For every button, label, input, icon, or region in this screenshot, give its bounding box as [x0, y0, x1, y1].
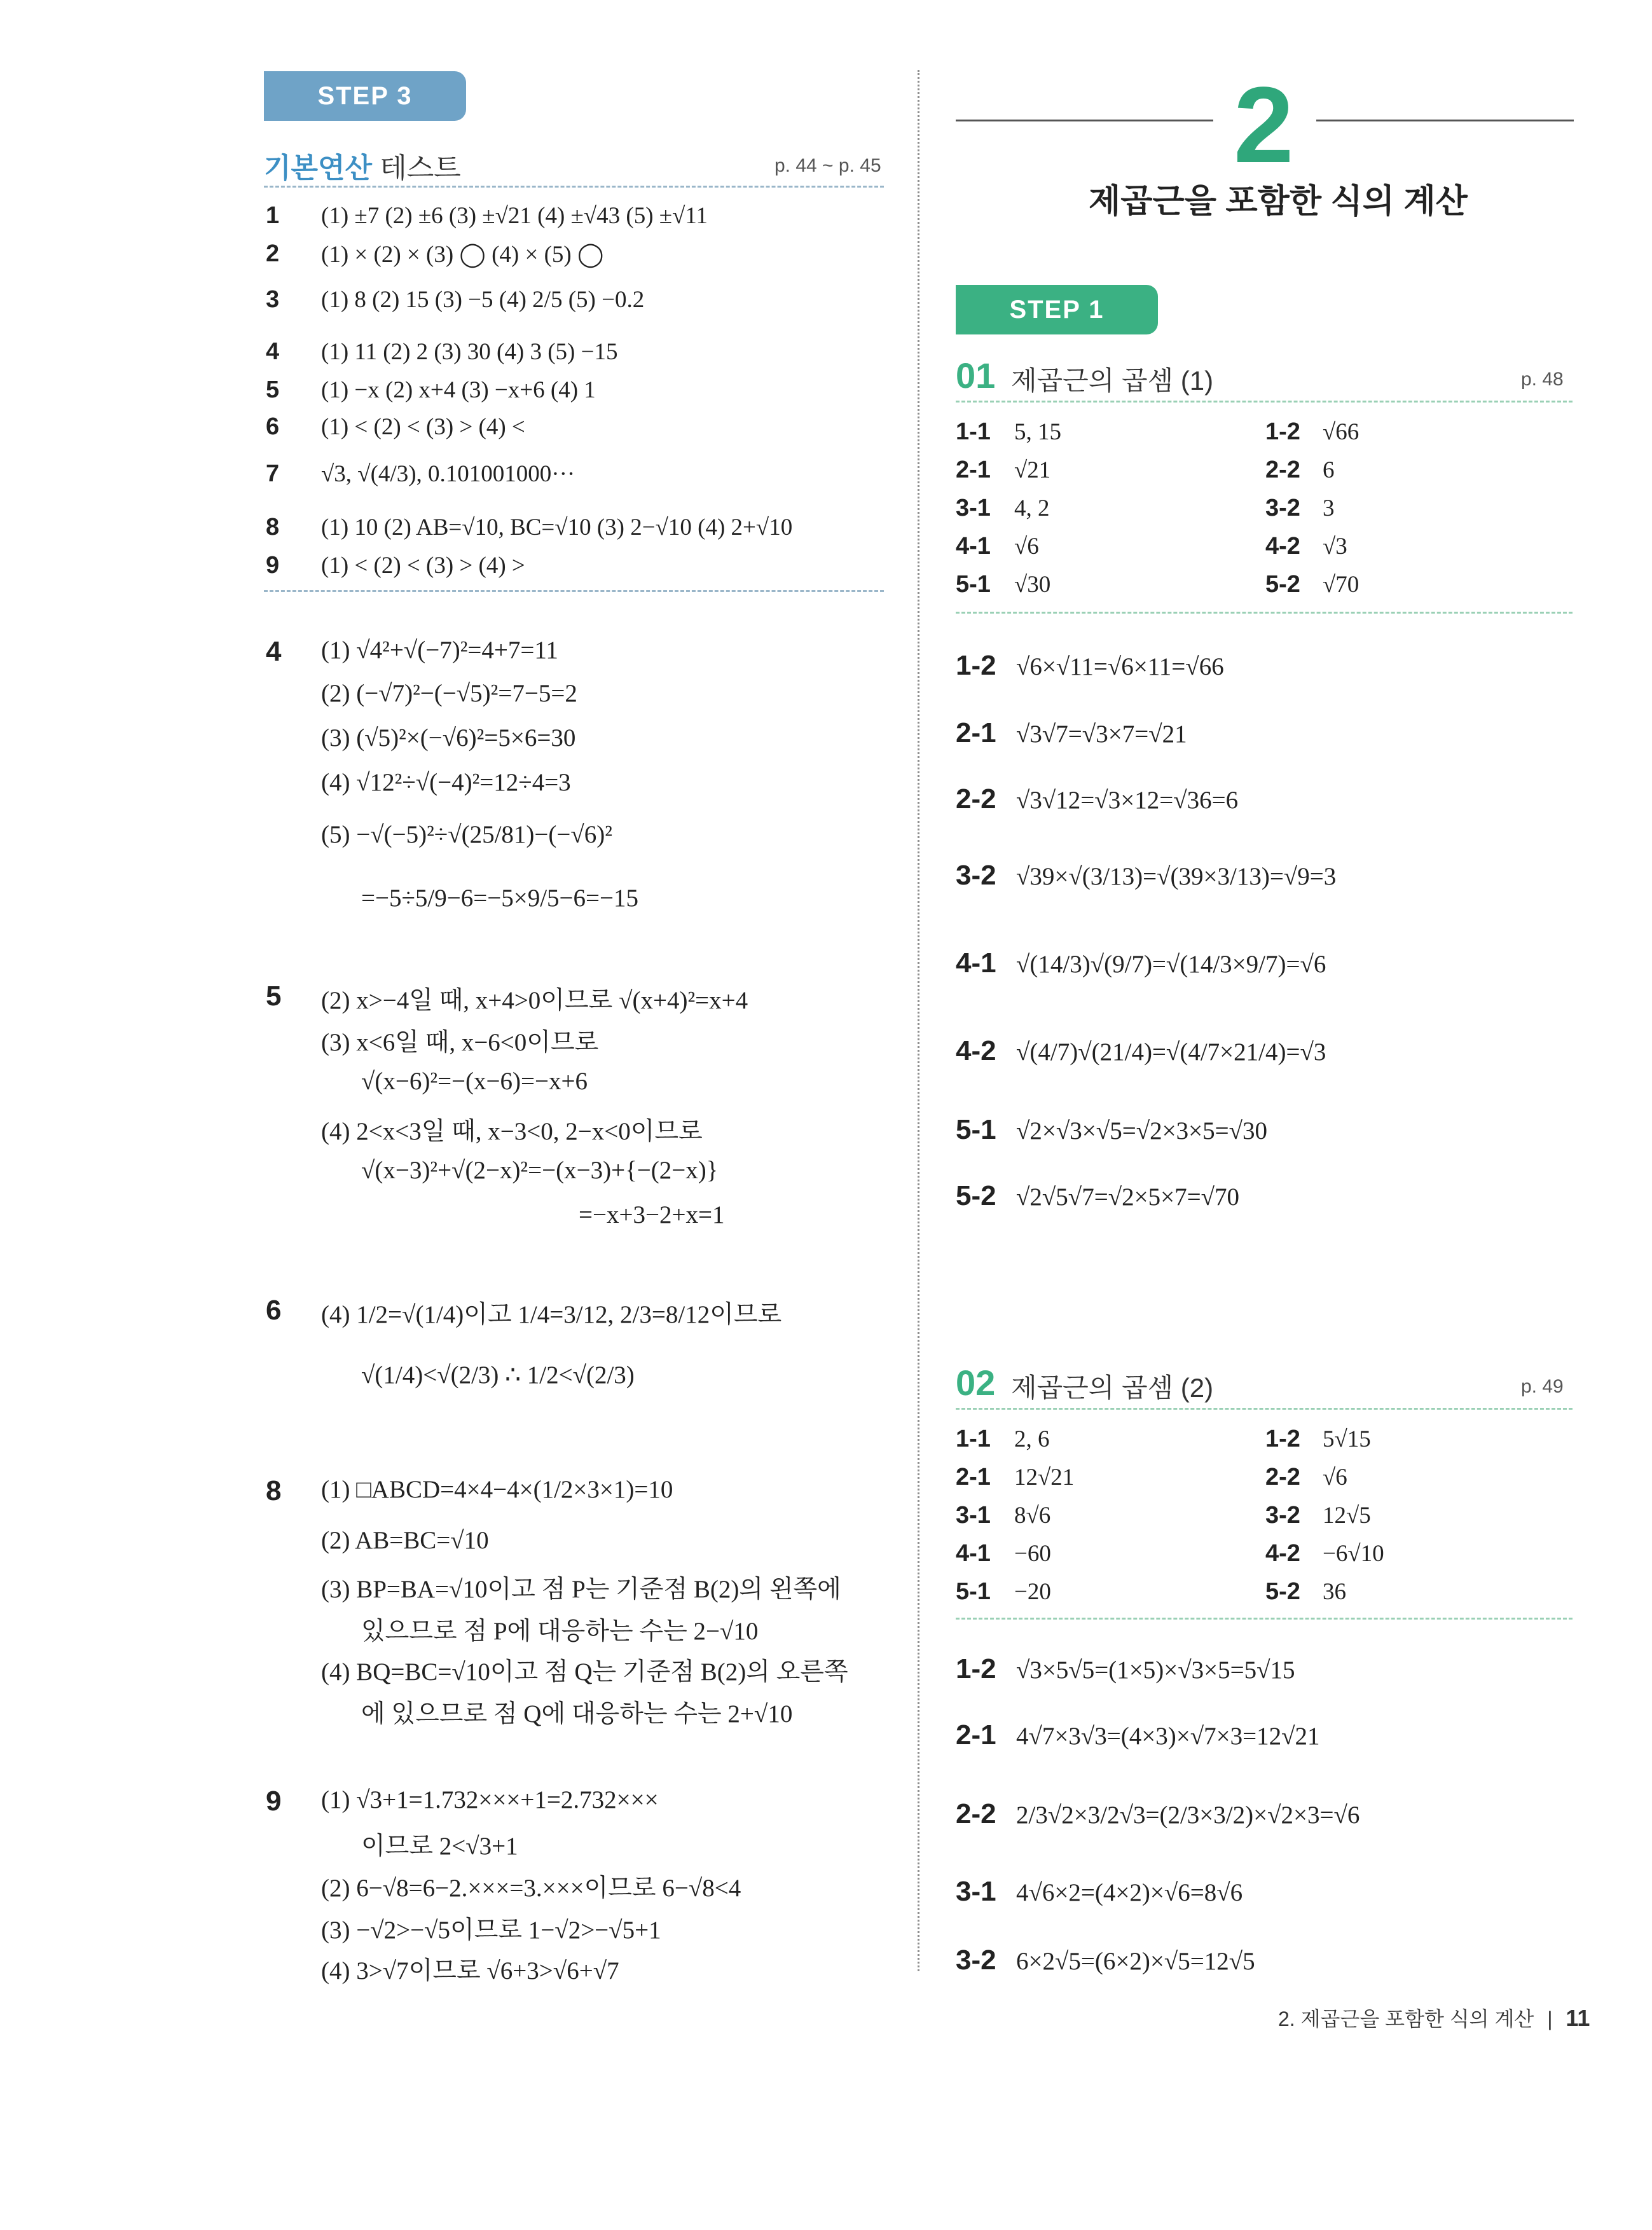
answer-value: √6 — [1323, 1464, 1347, 1490]
short-answer-number: 9 — [266, 552, 280, 579]
solution-number: 4-1 — [956, 947, 996, 979]
page-footer — [1278, 2003, 1590, 2032]
short-answer-text: (1) × (2) × (3) ◯ (4) × (5) ◯ — [321, 242, 604, 268]
answer-value: 4, 2 — [1014, 495, 1050, 521]
solution-number: 3-2 — [956, 1944, 996, 1976]
answer-label: 3-1 — [956, 1502, 991, 1529]
answer-value: √3 — [1323, 533, 1347, 560]
solution-line: 에 있으므로 점 Q에 대응하는 수는 2+√10 — [361, 1700, 793, 1728]
sec2-number: 02 — [956, 1363, 996, 1403]
answer-value: 12√21 — [1014, 1464, 1075, 1490]
solution-number: 3-1 — [956, 1876, 996, 1907]
sec1-page-ref: p. 48 — [1521, 369, 1564, 390]
short-answer-text: (1) < (2) < (3) > (4) < — [321, 414, 525, 440]
answer-label: 5-1 — [956, 571, 991, 598]
solution-line: (4) 1/2=√(1/4)이고 1/4=3/12, 2/3=8/12이므로 — [321, 1301, 782, 1328]
answer-value: 8√6 — [1014, 1503, 1051, 1529]
solution-line: 2/3√2×3/2√3=(2/3×3/2)×√2×3=√6 — [1016, 1801, 1360, 1829]
solution-line: √39×√(3/13)=√(39×3/13)=√9=3 — [1016, 863, 1337, 890]
solution-line: 있으므로 점 P에 대응하는 수는 2−√10 — [361, 1618, 759, 1645]
solution-line: (3) x<6일 때, x−6<0이므로 — [321, 1029, 599, 1056]
sec2-title: 제곱근의 곱셈 (2) — [1011, 1373, 1214, 1403]
solution-line: (3) −√2>−√5이므로 1−√2>−√5+1 — [321, 1917, 661, 1944]
solution-line: √3×5√5=(1×5)×√3×5=5√15 — [1016, 1656, 1295, 1684]
answer-label: 5-2 — [1265, 1578, 1300, 1605]
sec2-page-ref: p. 49 — [1521, 1376, 1564, 1397]
short-answer-number: 3 — [266, 286, 280, 313]
answer-value: 36 — [1323, 1579, 1346, 1605]
answer-value: 3 — [1323, 495, 1335, 521]
short-answer-text: √3, √(4/3), 0.101001000··· — [321, 461, 575, 487]
solution-line: 이므로 2<√3+1 — [361, 1833, 518, 1860]
solution-line: =−5÷5/9−6=−5×9/5−6=−15 — [361, 884, 639, 912]
solution-number: 4-2 — [956, 1035, 996, 1066]
solution-line: (4) 2<x<3일 때, x−3<0, 2−x<0이므로 — [321, 1118, 703, 1145]
answer-value: √66 — [1323, 419, 1359, 445]
short-answer-text: (1) −x (2) x+4 (3) −x+6 (4) 1 — [321, 377, 596, 403]
solution-line: (3) BP=BA=√10이고 점 P는 기준점 B(2)의 왼쪽에 — [321, 1576, 841, 1603]
short-answer-text: (1) 8 (2) 15 (3) −5 (4) 2/5 (5) −0.2 — [321, 287, 645, 313]
short-answer-number: 1 — [266, 202, 280, 229]
divider — [264, 590, 884, 592]
divider — [956, 1408, 1573, 1410]
column-divider — [918, 70, 919, 1971]
answer-value: √21 — [1014, 457, 1051, 483]
answer-value: −20 — [1014, 1579, 1051, 1605]
answer-label: 2-1 — [956, 457, 991, 483]
sec1-number: 01 — [956, 355, 996, 396]
divider — [956, 401, 1573, 403]
solution-number: 5-2 — [956, 1180, 996, 1211]
answer-label: 4-2 — [1265, 1540, 1300, 1567]
solution-line: (1) □ABCD=4×4−4×(1/2×3×1)=10 — [321, 1476, 673, 1503]
solution-line: √(14/3)√(9/7)=√(14/3×9/7)=√6 — [1016, 951, 1326, 978]
short-answer-number: 8 — [266, 514, 280, 540]
test-title: 기본연산 테스트 — [264, 153, 461, 184]
solution-line: (2) x>−4일 때, x+4>0이므로 √(x+4)²=x+4 — [321, 987, 748, 1014]
solution-line: √6×√11=√6×11=√66 — [1016, 653, 1224, 680]
solution-line: 4√7×3√3=(4×3)×√7×3=12√21 — [1016, 1723, 1320, 1750]
answer-value: √70 — [1323, 572, 1359, 598]
solution-line: √(1/4)<√(2/3) ∴ 1/2<√(2/3) — [361, 1361, 635, 1389]
solution-number: 2-2 — [956, 783, 996, 815]
solution-number: 5-1 — [956, 1114, 996, 1145]
solution-line: (3) (√5)²×(−√6)²=5×6=30 — [321, 724, 576, 752]
solution-number: 2-1 — [956, 1719, 996, 1751]
solution-line: √(x−3)²+√(2−x)²=−(x−3)+{−(2−x)} — [361, 1157, 719, 1184]
answer-value: √30 — [1014, 572, 1051, 598]
answer-value: 2, 6 — [1014, 1426, 1050, 1452]
answer-label: 1-2 — [1265, 418, 1300, 445]
answer-value: 5√15 — [1323, 1426, 1371, 1452]
solution-line: √3√12=√3×12=√36=6 — [1016, 787, 1239, 814]
footer-chapter: 2. 제곱근을 포함한 식의 계산 — [1278, 2007, 1534, 2030]
test-page-ref: p. 44 ~ p. 45 — [774, 155, 881, 176]
solution-number: 2-2 — [956, 1798, 996, 1829]
short-answer-number: 5 — [266, 376, 280, 403]
short-answer-number: 4 — [266, 338, 280, 365]
solution-line: (2) (−√7)²−(−√5)²=7−5=2 — [321, 680, 577, 707]
solution-line: =−x+3−2+x=1 — [579, 1201, 725, 1229]
footer-separator: | — [1547, 2007, 1553, 2030]
answer-label: 2-2 — [1265, 1464, 1300, 1490]
answer-label: 4-1 — [956, 533, 991, 560]
answer-label: 3-2 — [1265, 1502, 1300, 1529]
divider — [264, 186, 884, 188]
solution-line: √2×√3×√5=√2×3×5=√30 — [1016, 1117, 1267, 1145]
step3-badge: STEP 3 — [264, 71, 466, 121]
answer-label: 3-1 — [956, 495, 991, 521]
solution-number: 4 — [266, 636, 282, 667]
solution-line: 6×2√5=(6×2)×√5=12√5 — [1016, 1948, 1255, 1975]
solution-number: 3-2 — [956, 860, 996, 891]
solution-number: 9 — [266, 1786, 282, 1817]
chapter-number: 2 — [1234, 65, 1294, 186]
page-number: 11 — [1566, 2005, 1590, 2031]
solution-line: (1) √3+1=1.732×××+1=2.732××× — [321, 1786, 659, 1814]
short-answer-text: (1) 10 (2) AB=√10, BC=√10 (3) 2−√10 (4) 2+√10 — [321, 514, 793, 540]
answer-label: 3-2 — [1265, 495, 1300, 521]
solution-line: √2√5√7=√2×5×7=√70 — [1016, 1183, 1239, 1211]
solution-line: 4√6×2=(4×2)×√6=8√6 — [1016, 1879, 1243, 1906]
answer-label: 1-1 — [956, 1426, 991, 1452]
answer-label: 4-1 — [956, 1540, 991, 1567]
solution-number: 1-2 — [956, 650, 996, 681]
chapter-title: 제곱근을 포함한 식의 계산 — [1089, 183, 1468, 220]
answer-label: 5-1 — [956, 1578, 991, 1605]
short-answer-number: 6 — [266, 413, 280, 440]
solution-number: 1-2 — [956, 1653, 996, 1684]
answer-value: 6 — [1323, 457, 1335, 483]
answer-label: 2-1 — [956, 1464, 991, 1490]
solution-line: √(4/7)√(21/4)=√(4/7×21/4)=√3 — [1016, 1038, 1326, 1066]
solution-line: (1) √4²+√(−7)²=4+7=11 — [321, 637, 558, 664]
answer-value: 5, 15 — [1014, 419, 1061, 445]
solution-line: (5) −√(−5)²÷√(25/81)−(−√6)² — [321, 821, 612, 848]
divider — [956, 612, 1573, 614]
solution-line: (4) √12²÷√(−4)²=12÷4=3 — [321, 769, 571, 796]
answer-value: √6 — [1014, 533, 1039, 560]
solution-number: 6 — [266, 1295, 282, 1326]
solution-number: 5 — [266, 981, 282, 1012]
answer-value: −6√10 — [1323, 1541, 1384, 1567]
chapter-rule-right — [1316, 120, 1574, 121]
solution-line: √3√7=√3×7=√21 — [1016, 720, 1187, 748]
divider — [956, 1618, 1573, 1620]
short-answer-number: 7 — [266, 460, 280, 487]
chapter-rule-left — [956, 120, 1213, 121]
sec1-title: 제곱근의 곱셈 (1) — [1011, 366, 1214, 396]
answer-label: 5-2 — [1265, 571, 1300, 598]
answer-label: 4-2 — [1265, 533, 1300, 560]
answer-label: 1-2 — [1265, 1426, 1300, 1452]
answer-label: 2-2 — [1265, 457, 1300, 483]
solution-line: √(x−6)²=−(x−6)=−x+6 — [361, 1068, 588, 1095]
step1-badge: STEP 1 — [956, 285, 1158, 334]
short-answer-text: (1) ±7 (2) ±6 (3) ±√21 (4) ±√43 (5) ±√11 — [321, 203, 708, 229]
solution-line: (2) 6−√8=6−2.×××=3.×××이므로 6−√8<4 — [321, 1875, 741, 1902]
solution-number: 2-1 — [956, 717, 996, 748]
answer-value: −60 — [1014, 1541, 1051, 1567]
solution-line: (4) BQ=BC=√10이고 점 Q는 기준점 B(2)의 오른쪽 — [321, 1658, 848, 1686]
answer-label: 1-1 — [956, 418, 991, 445]
answer-value: 12√5 — [1323, 1503, 1371, 1529]
solution-number: 8 — [266, 1475, 282, 1506]
short-answer-number: 2 — [266, 240, 280, 267]
solution-line: (2) AB=BC=√10 — [321, 1527, 489, 1554]
short-answer-text: (1) 11 (2) 2 (3) 30 (4) 3 (5) −15 — [321, 339, 618, 365]
solution-line: (4) 3>√7이므로 √6+3>√6+√7 — [321, 1957, 619, 1985]
short-answer-text: (1) < (2) < (3) > (4) > — [321, 553, 525, 579]
